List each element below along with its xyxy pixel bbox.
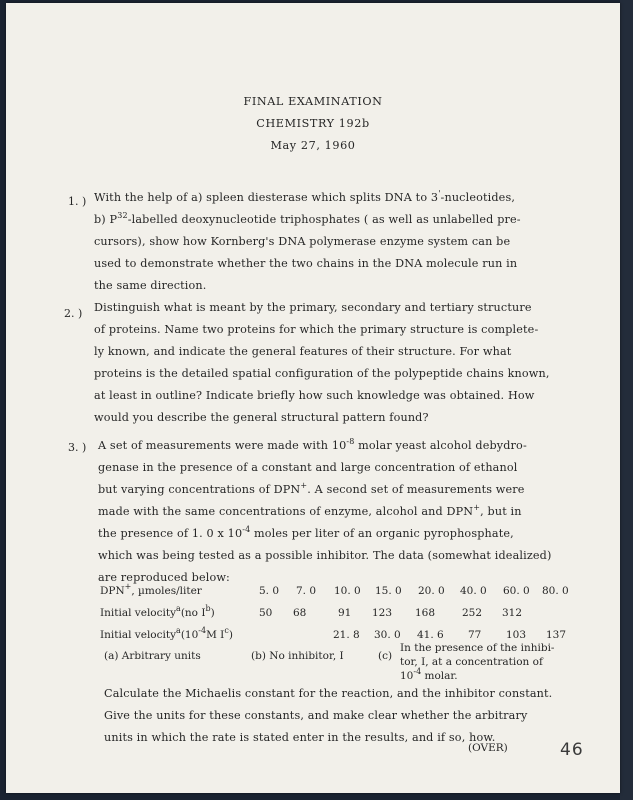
q3-conclusion-2: Give the units for these constants, and make clear whether the arbitrary <box>104 709 528 722</box>
table-cell: 123 <box>372 607 393 619</box>
q3-line-6: which was being tested as a possible inhibitor. The data (somewhat idealized) <box>98 549 552 562</box>
q3-line-1: A set of measurements were made with $10^{-8}$ molar yeast alcohol debydro- <box>98 437 527 452</box>
table-row-3-label: Initial $velocity^a(10^{-4}M$ $I^c$) <box>100 626 233 641</box>
table-cell: 7. 0 <box>296 585 317 597</box>
table-cell: 80. 0 <box>542 585 569 597</box>
table-cell: 21. 8 <box>333 629 360 641</box>
q3-conclusion-3: units in which the rate is stated enter in the results, and if so, how. <box>104 731 496 744</box>
table-cell: 40. 0 <box>460 585 487 597</box>
table-cell: 252 <box>462 607 483 619</box>
footnote-c-line-1: In the presence of the inhibi- <box>400 642 555 654</box>
table-cell: 5. 0 <box>259 585 280 597</box>
table-cell: 15. 0 <box>375 585 402 597</box>
table-cell: 50 <box>259 607 273 619</box>
q1-line-5: the same direction. <box>94 279 207 292</box>
exam-date: May 27, 1960 <box>270 139 356 152</box>
footnote-b: (b) No inhibitor, I <box>251 650 344 662</box>
table-cell: 137 <box>546 629 567 641</box>
q3-conclusion-1: Calculate the Michaelis constant for the reaction, and the inhibitor constant. <box>104 687 553 700</box>
table-cell: 77 <box>468 629 482 641</box>
course-name: CHEMISTRY 192b <box>256 117 370 130</box>
table-cell: 60. 0 <box>503 585 530 597</box>
q3-line-2: genase in the presence of a constant and large concentration of ethanol <box>98 461 518 474</box>
table-cell: 168 <box>415 607 436 619</box>
q3-line-4: made with the same concentrations of enzyme, alcohol and DPN+, but in <box>98 503 522 518</box>
table-cell: 30. 0 <box>374 629 401 641</box>
table-cell: 91 <box>338 607 352 619</box>
table-cell: 68 <box>293 607 307 619</box>
q2-line-6: would you describe the general structural pattern found? <box>94 411 429 424</box>
paper-edge <box>620 0 633 800</box>
footnote-c-label: (c) <box>378 650 393 662</box>
q2-line-4: proteins is the detailed spatial configuration of the polypeptide chains known, <box>94 367 550 380</box>
table-row-2-label: Initial velocity$^a$(no $I^b$) <box>100 604 215 619</box>
page-number: 46 <box>560 740 584 760</box>
table-cell: 41. 6 <box>417 629 444 641</box>
q2-line-3: ly known, and indicate the general features of their structure. For what <box>94 345 512 358</box>
q2-line-5: at least in outline? Indicate briefly how such knowledge was obtained. How <box>94 389 535 402</box>
q2-line-1: Distinguish what is meant by the primary, secondary and tertiary structure <box>94 301 532 314</box>
table-cell: 312 <box>502 607 523 619</box>
q1-line-4: used to demonstrate whether the two chains in the DNA molecule run in <box>94 257 518 270</box>
table-cell: 10. 0 <box>334 585 361 597</box>
q1-number: 1. ) <box>68 195 87 208</box>
footnote-c-line-2: tor, I, at a concentration of <box>400 656 543 668</box>
q2-number: 2. ) <box>64 307 83 320</box>
q3-line-5: the presence of 1. 0 x $10^{-4}$ moles per liter of an organic pyrophosphate, <box>98 525 514 540</box>
table-row-1-label: DPN+, µmoles/liter <box>100 582 202 597</box>
table-cell: 20. 0 <box>418 585 445 597</box>
exam-page <box>6 3 620 793</box>
q1-line-3: cursors), show how Kornberg's DNA polymerase enzyme system can be <box>94 235 511 248</box>
footnote-c-line-3: $10^{-4}$ molar. <box>400 667 458 682</box>
q1-line-1: With the help of a) spleen diesterase which splits DNA to 3'-nucleotides, <box>94 189 516 204</box>
exam-title: FINAL EXAMINATION <box>243 95 383 108</box>
table-cell: 103 <box>506 629 527 641</box>
q1-line-2: b) $P^{32}$-labelled deoxynucleotide triphosphates ( as well as unlabelled pre- <box>94 211 521 226</box>
q3-line-7: are reproduced below: <box>98 571 230 584</box>
q3-line-3: but varying concentrations of DPN+. A second set of measurements were <box>98 481 525 496</box>
footnote-a: (a) Arbitrary units <box>104 650 201 662</box>
q2-line-2: of proteins. Name two proteins for which the primary structure is complete- <box>94 323 539 336</box>
over-note: (OVER) <box>468 742 508 754</box>
q3-number: 3. ) <box>68 441 87 454</box>
